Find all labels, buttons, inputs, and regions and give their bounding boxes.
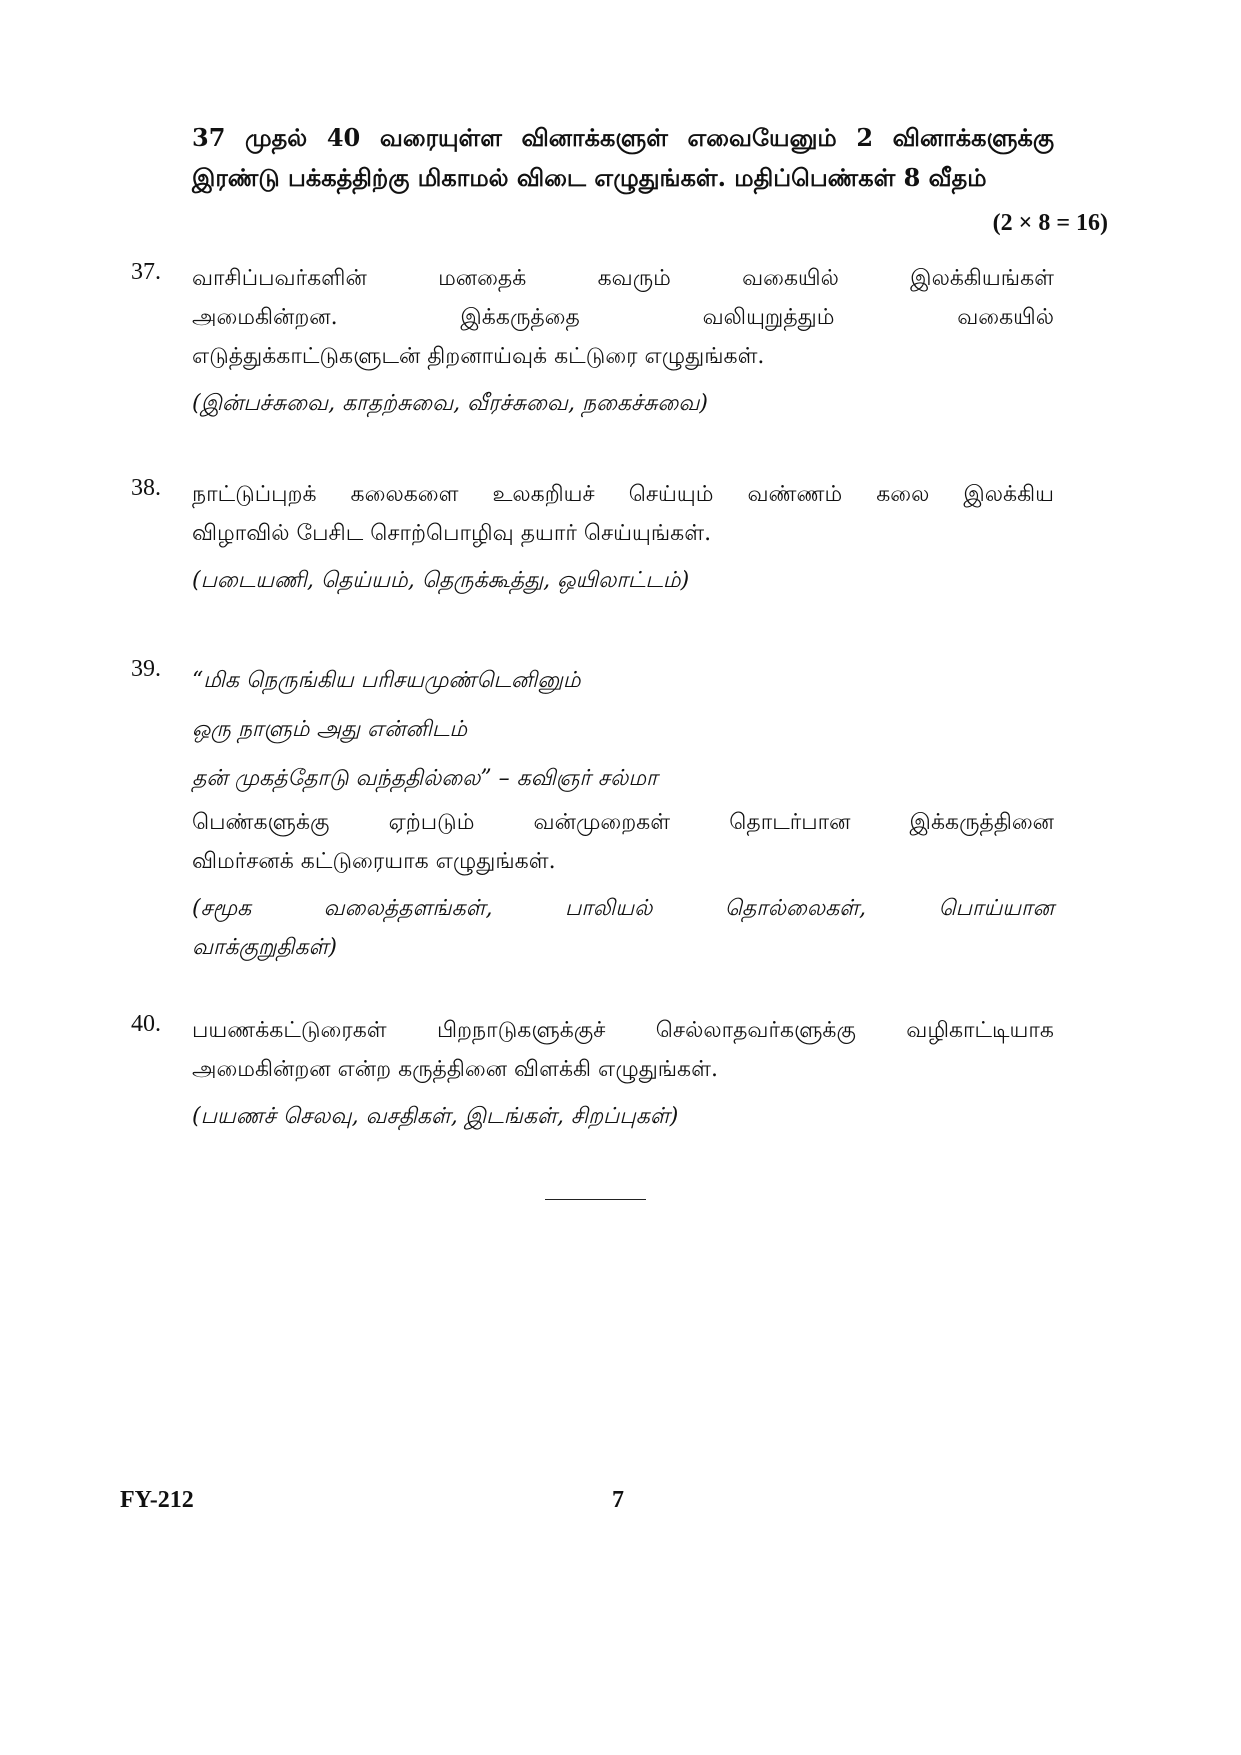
question-line: வாசிப்பவர்களின் மனதைக் கவரும் வகையில் இலக்கியங்கள் (192, 266, 1054, 291)
question-38 (131, 475, 1054, 600)
question-hint: (பயணச் செலவு, வசதிகள், இடங்கள், சிறப்புகள்) (192, 1104, 679, 1129)
paper-code: FY-212 (120, 1487, 194, 1513)
poem-line: தன் முகத்தோடு வந்ததில்லை” – கவிஞர் சல்மா (192, 766, 658, 791)
question-hint: (படையணி, தெய்யம், தெருக்கூத்து, ஒயிலாட்டம்) (192, 568, 690, 593)
instruction-line-2: இரண்டு பக்கத்திற்கு மிகாமல் விடை எழுதுங்கள். மதிப்பெண்கள் 8 வீதம் (192, 163, 987, 192)
question-hint: (சமூக வலைத்தளங்கள், பாலியல் தொல்லைகள், பொய்யான (192, 896, 1054, 921)
question-line: விமர்சனக் கட்டுரையாக எழுதுங்கள். (192, 849, 556, 874)
question-number: 40. (131, 1011, 161, 1037)
end-divider (545, 1199, 646, 1200)
question-number: 37. (131, 259, 161, 285)
page-number: 7 (612, 1487, 624, 1513)
question-line: அமைகின்றன என்ற கருத்தினை விளக்கி எழுதுங்கள். (192, 1057, 718, 1082)
question-hint: (இன்பச்சுவை, காதற்சுவை, வீரச்சுவை, நகைச்சுவை) (192, 391, 708, 416)
instruction-line-1: 37 முதல் 40 வரையுள்ள வினாக்களுள் எவையேனும் 2 வினாக்களுக்கு (192, 123, 1054, 152)
question-line: விழாவில் பேசிட சொற்பொழிவு தயார் செய்யுங்கள். (192, 521, 712, 546)
question-number: 39. (131, 656, 161, 682)
question-line: எடுத்துக்காட்டுகளுடன் திறனாய்வுக் கட்டுரை எழுதுங்கள். (192, 344, 765, 369)
question-line: அமைகின்றன. இக்கருத்தை வலியுறுத்தும் வகையில் (192, 305, 1054, 330)
question-line: பெண்களுக்கு ஏற்படும் வன்முறைகள் தொடர்பான இக்கருத்தினை (192, 810, 1054, 835)
question-number: 38. (131, 475, 161, 501)
question-39 (131, 656, 1054, 967)
question-40 (131, 1011, 1054, 1136)
question-line: பயணக்கட்டுரைகள் பிறநாடுகளுக்குச் செல்லாதவர்களுக்கு வழிகாட்டியாக (192, 1018, 1054, 1043)
poem-line: ஒரு நாளும் அது என்னிடம் (192, 717, 468, 742)
poem-quote (192, 656, 1054, 803)
question-line: நாட்டுப்புறக் கலைகளை உலகறியச் செய்யும் வண்ணம் கலை இலக்கிய (192, 482, 1054, 507)
question-hint: வாக்குறுதிகள்) (192, 935, 337, 960)
poem-line: “மிக நெருங்கிய பரிசயமுண்டெனினும் (192, 668, 581, 693)
marks-allocation: (2 × 8 = 16) (992, 210, 1108, 236)
question-37 (131, 259, 1054, 423)
section-instructions (192, 118, 1054, 198)
